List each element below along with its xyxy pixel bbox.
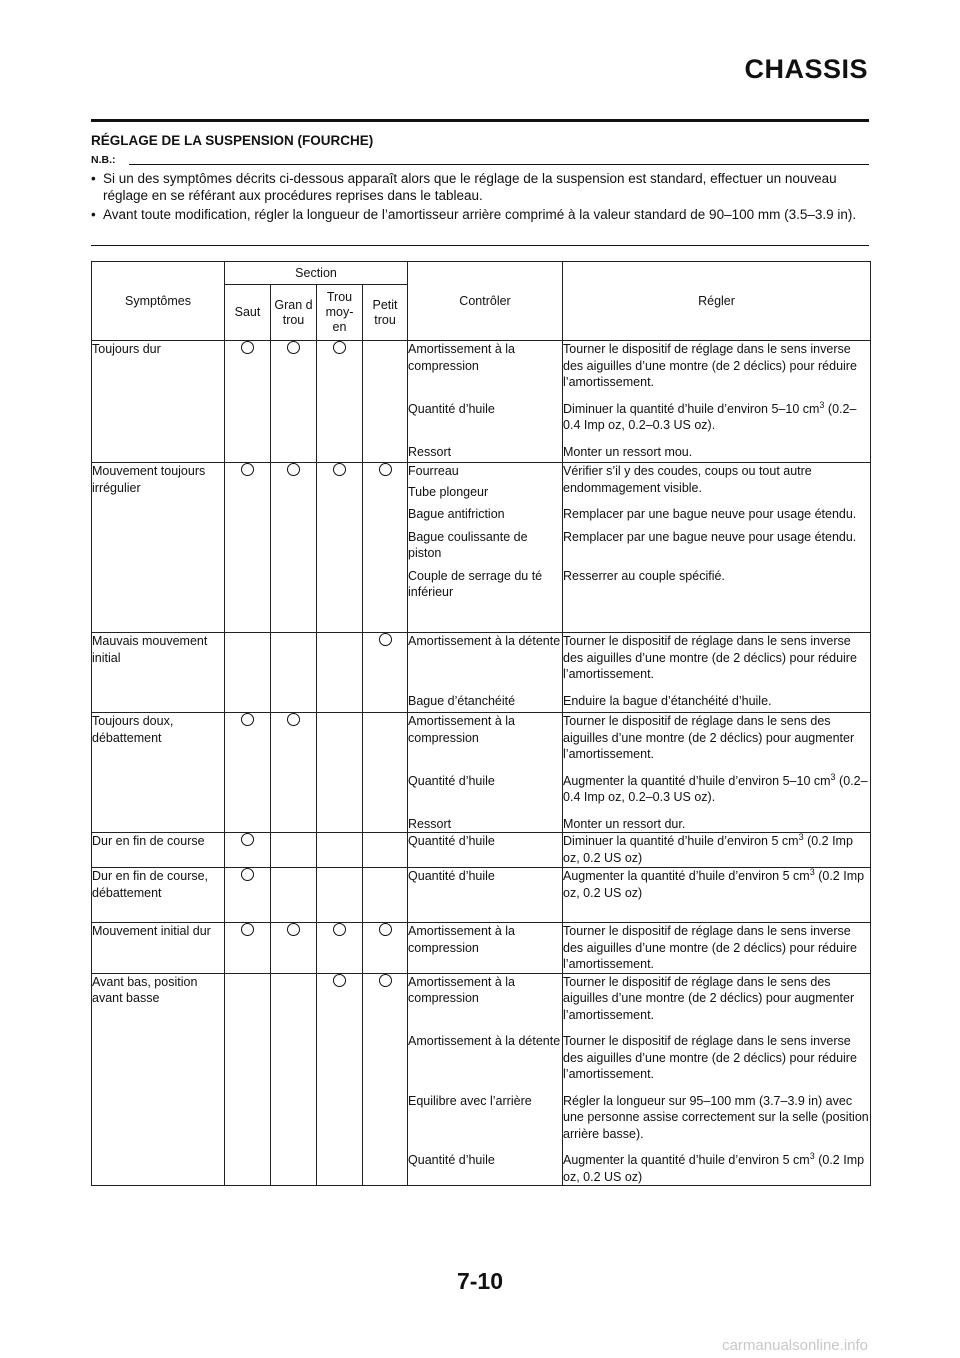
notes-rule: [91, 245, 869, 246]
table-row: [92, 973, 871, 1186]
check-item: Amortissement à la compression: [408, 342, 515, 373]
adjust-item: Vérifier s’il y des coudes, coups ou tout autre endommagement visible.: [563, 464, 812, 495]
symptom-cell: Dur en fin de course, débattement: [92, 868, 225, 923]
adjust-item: [563, 1152, 870, 1185]
section-mark-cell: [225, 341, 271, 463]
adjust-cell: [563, 713, 871, 833]
symptom-cell: Mauvais mouvement initial: [92, 633, 225, 713]
adjust-superscript: 3: [819, 399, 825, 410]
header-rule: [91, 119, 869, 122]
check-item: Amortissement à la détente: [408, 1034, 561, 1048]
adjust-text: Diminuer la quantité d’huile d’environ 5 cm: [563, 834, 799, 848]
header-section-gros-trou: Gran d trou: [271, 285, 317, 341]
circle-mark-icon: [333, 463, 346, 476]
adjust-text: Augmenter la quantité d’huile d’environ 5–10 cm: [563, 773, 831, 788]
circle-mark-icon: [379, 974, 392, 987]
table-row: [92, 713, 871, 833]
adjust-item: Resserrer au couple spécifié.: [563, 568, 725, 583]
section-mark-cell: [225, 973, 271, 1186]
section-mark-cell: [317, 463, 363, 633]
section-mark-cell: [363, 973, 408, 1186]
section-mark-cell: [363, 713, 408, 833]
symptom-cell: Avant bas, position avant basse: [92, 973, 225, 1186]
adjust-item: Régler la longueur sur 95–100 mm (3.7–3.9 in) avec une personne assise correctement sur la selle (position arrière basse).: [563, 1093, 869, 1141]
symptom-cell: Toujours doux, débattement: [92, 713, 225, 833]
adjust-item: Tourner le dispositif de réglage dans le sens inverse des aiguilles d’une montre (de 2 déclics) pour réduire l’amortissement.: [563, 634, 857, 681]
section-mark-cell: [363, 463, 408, 633]
section-mark-cell: [271, 633, 317, 713]
section-mark-cell: [271, 923, 317, 974]
check-item: Bague coulissante de piston: [408, 529, 528, 560]
section-mark-cell: [317, 973, 363, 1186]
section-mark-cell: [271, 833, 317, 868]
nb-notes: [91, 170, 869, 225]
check-item: Quantité d’huile: [408, 401, 495, 416]
adjust-item: [563, 773, 870, 806]
adjust-item: Tourner le dispositif de réglage dans le sens inverse des aiguilles d’une montre (de 2 déclics) pour réduire l’amortissement.: [563, 1034, 857, 1081]
check-item: Tube plongeur: [408, 484, 489, 499]
nb-label: N.B.:: [91, 154, 122, 166]
adjust-superscript: 3: [809, 866, 815, 877]
circle-mark-icon: [241, 868, 254, 881]
circle-mark-icon: [241, 463, 254, 476]
nb-rule: [129, 164, 869, 165]
check-item: Amortissement à la détente: [408, 634, 561, 648]
check-item: Quantité d’huile: [408, 1153, 495, 1167]
header-section-petit-trou: Petit trou: [363, 285, 408, 341]
check-item: Amortissement à la compression: [408, 974, 515, 1005]
check-item: Quantité d’huile: [408, 773, 495, 788]
circle-mark-icon: [379, 923, 392, 936]
check-cell: [408, 923, 563, 974]
section-mark-cell: [363, 341, 408, 463]
circle-mark-icon: [241, 923, 254, 936]
check-item: Ressort: [408, 444, 452, 459]
suspension-table: [91, 261, 871, 1186]
nb-header: [91, 154, 869, 168]
table-row: [92, 868, 871, 923]
adjust-item: Tourner le dispositif de réglage dans le sens inverse des aiguilles d’une montre (de 2 déclics) pour réduire l’amortissement.: [563, 924, 857, 971]
adjust-item: Monter un ressort dur.: [563, 816, 686, 831]
check-item: Quantité d’huile: [408, 834, 495, 848]
circle-mark-icon: [379, 633, 392, 646]
circle-mark-icon: [287, 463, 300, 476]
watermark: carmanualsonline.info: [722, 1337, 868, 1354]
nb-note: • Avant toute modification, régler la longueur de l’amortisseur arrière comprimé à la valeur standard de 90–100 mm (3.5–3.9 in).: [91, 206, 869, 223]
adjust-item: [563, 868, 870, 901]
section-mark-cell: [225, 833, 271, 868]
section-mark-cell: [225, 868, 271, 923]
circle-mark-icon: [287, 713, 300, 726]
adjust-text: Diminuer la quantité d’huile d’environ 5–10 cm: [563, 401, 820, 416]
adjust-text: Augmenter la quantité d’huile d’environ 5 cm: [563, 1153, 810, 1167]
page-number: 7-10: [456, 1268, 504, 1294]
adjust-cell: [563, 833, 871, 868]
table-row: [92, 633, 871, 713]
adjust-text: Augmenter la quantité d’huile d’environ 5 cm: [563, 869, 810, 883]
adjust-item: [563, 833, 870, 866]
section-mark-cell: [271, 463, 317, 633]
adjust-item: [563, 401, 870, 434]
nb-note: • Si un des symptômes décrits ci-dessous apparaît alors que le réglage de la suspension est standard, effectuer un nouveau réglage en se référant aux procédures reprises dans le tableau.: [91, 170, 869, 204]
adjust-cell: [563, 463, 871, 633]
adjust-text: (0.2–0.4 Imp oz, 0.2–0.3 US oz).: [563, 401, 857, 432]
section-mark-cell: [317, 713, 363, 833]
section-mark-cell: [225, 633, 271, 713]
adjust-item: Remplacer par une bague neuve pour usage étendu.: [563, 507, 857, 521]
adjust-item: Tourner le dispositif de réglage dans le sens des aiguilles d’une montre (de 2 déclics) pour augmenter l’amortissement.: [563, 714, 855, 761]
check-cell: [408, 463, 563, 633]
circle-mark-icon: [241, 833, 254, 846]
header-adjust: Régler: [563, 262, 871, 341]
table-row: [92, 341, 871, 463]
section-mark-cell: [225, 463, 271, 633]
circle-mark-icon: [333, 923, 346, 936]
check-cell: [408, 633, 563, 713]
circle-mark-icon: [333, 974, 346, 987]
adjust-cell: [563, 923, 871, 974]
adjust-cell: [563, 868, 871, 923]
section-mark-cell: [317, 868, 363, 923]
adjust-cell: [563, 341, 871, 463]
section-mark-cell: [225, 713, 271, 833]
check-cell: [408, 868, 563, 923]
check-item: Bague antifriction: [408, 507, 505, 521]
symptom-cell: Mouvement initial dur: [92, 923, 225, 974]
check-item: Bague d’étanchéité: [408, 693, 516, 708]
section-mark-cell: [317, 633, 363, 713]
circle-mark-icon: [241, 713, 254, 726]
table-row: [92, 923, 871, 974]
adjust-item: Monter un ressort mou.: [563, 444, 693, 459]
section-mark-cell: [225, 923, 271, 974]
section-mark-cell: [271, 713, 317, 833]
circle-mark-icon: [241, 341, 254, 354]
adjust-superscript: 3: [830, 771, 836, 782]
check-cell: [408, 973, 563, 1186]
section-title: RÉGLAGE DE LA SUSPENSION (FOURCHE): [91, 133, 374, 148]
check-item: Couple de serrage du té inférieur: [408, 568, 543, 599]
header-section: Section: [225, 262, 408, 285]
header-symptoms: Symptômes: [92, 262, 225, 341]
header-section-trou-moyen: Trou moy- en: [317, 285, 363, 341]
adjust-item: Enduire la bague d’étanchéité d’huile.: [563, 693, 772, 708]
adjust-superscript: 3: [798, 831, 804, 842]
adjust-text: (0.2 Imp oz, 0.2 US oz): [563, 834, 853, 865]
table-row: [92, 833, 871, 868]
adjust-cell: [563, 633, 871, 713]
header-check: Contrôler: [408, 262, 563, 341]
check-cell: [408, 833, 563, 868]
section-mark-cell: [317, 341, 363, 463]
adjust-cell: [563, 973, 871, 1186]
adjust-item: Remplacer par une bague neuve pour usage étendu.: [563, 529, 857, 544]
circle-mark-icon: [287, 923, 300, 936]
section-mark-cell: [363, 868, 408, 923]
adjust-text: (0.2 Imp oz, 0.2 US oz): [563, 1153, 865, 1184]
symptom-cell: Mouvement toujours irrégulier: [92, 463, 225, 633]
section-mark-cell: [363, 923, 408, 974]
table-row: [92, 463, 871, 633]
adjust-superscript: 3: [809, 1150, 815, 1161]
check-item: Amortissement à la compression: [408, 924, 515, 955]
section-mark-cell: [317, 923, 363, 974]
section-mark-cell: [363, 833, 408, 868]
adjust-text: (0.2–0.4 Imp oz, 0.2–0.3 US oz).: [563, 773, 868, 804]
adjust-text: (0.2 Imp oz, 0.2 US oz): [563, 869, 865, 900]
symptom-cell: Dur en fin de course: [92, 833, 225, 868]
check-item: Amortissement à la compression: [408, 714, 515, 745]
section-mark-cell: [271, 973, 317, 1186]
check-item: Fourreau: [408, 464, 459, 478]
check-cell: [408, 713, 563, 833]
adjust-item: Tourner le dispositif de réglage dans le sens inverse des aiguilles d’une montre (de 2 déclics) pour réduire l’amortissement.: [563, 342, 857, 389]
adjust-item: Tourner le dispositif de réglage dans le sens des aiguilles d’une montre (de 2 déclics) pour augmenter l’amortissement.: [563, 974, 855, 1022]
header-title: CHASSIS: [744, 54, 868, 84]
section-mark-cell: [271, 341, 317, 463]
section-mark-cell: [363, 633, 408, 713]
check-item: Equilibre avec l’arrière: [408, 1093, 532, 1108]
circle-mark-icon: [379, 463, 392, 476]
section-mark-cell: [317, 833, 363, 868]
circle-mark-icon: [333, 341, 346, 354]
symptom-cell: Toujours dur: [92, 341, 225, 463]
check-item: Quantité d’huile: [408, 869, 495, 883]
check-cell: [408, 341, 563, 463]
check-item: Ressort: [408, 816, 452, 831]
section-mark-cell: [271, 868, 317, 923]
header-section-saut: Saut: [225, 285, 271, 341]
circle-mark-icon: [287, 341, 300, 354]
